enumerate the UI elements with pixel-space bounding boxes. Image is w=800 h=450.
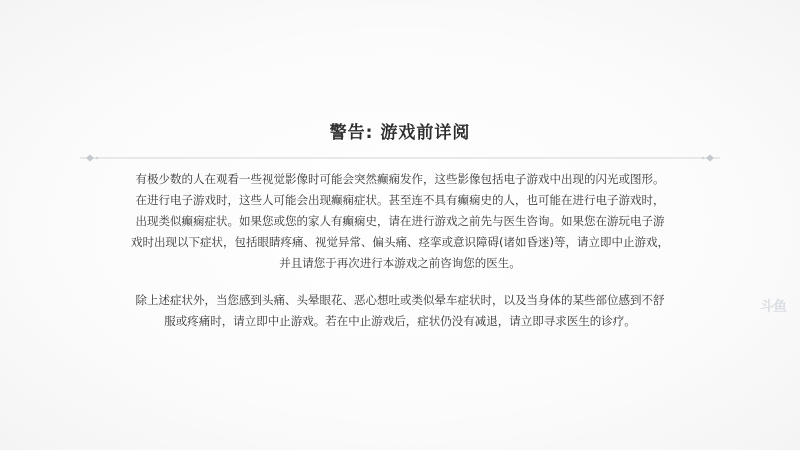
paragraph-1-line: 戏时出现以下症状，包括眼睛疼痛、视觉异常、偏头痛、痉挛或意识障碍(诸如昏迷)等，请立即中止游戏， [131,235,669,249]
douyu-watermark-logo: 斗鱼 [760,299,786,315]
divider-ornament-right [701,155,714,162]
paragraph-1-line: 有极少数的人在观看一些视觉影像时可能会突然癫痫发作，这些影像包括电子游戏中出现的闪光或图形。 [135,172,665,186]
paragraph-1-line: 并且请您于再次进行本游戏之前咨询您的医生。 [279,256,521,270]
divider-ornament-left [86,155,99,162]
warning-paragraph-2 [0,290,800,332]
warning-title: 警告: 游戏前详阅 [329,123,471,143]
warning-paragraph-1 [0,169,800,274]
title-divider [80,153,720,163]
paragraph-2-line: 除上述症状外，当您感到头痛、头晕眼花、恶心想吐或类似晕车症状时，以及当身体的某些部位感到不舒 [135,293,665,307]
paragraph-1-line: 在进行电子游戏时，这些人可能会出现癫痫症状。甚至连不具有癫痫史的人，也可能在进行电子游戏时， [135,193,665,207]
paragraph-2-line: 服或疼痛时，请立即中止游戏。若在中止游戏后，症状仍没有减退，请立即寻求医生的诊疗。 [164,314,636,328]
paragraph-1-line: 出现类似癫痫症状。如果您或您的家人有癫痫史，请在进行游戏之前先与医生咨询。如果您在游玩电子游 [135,214,665,228]
